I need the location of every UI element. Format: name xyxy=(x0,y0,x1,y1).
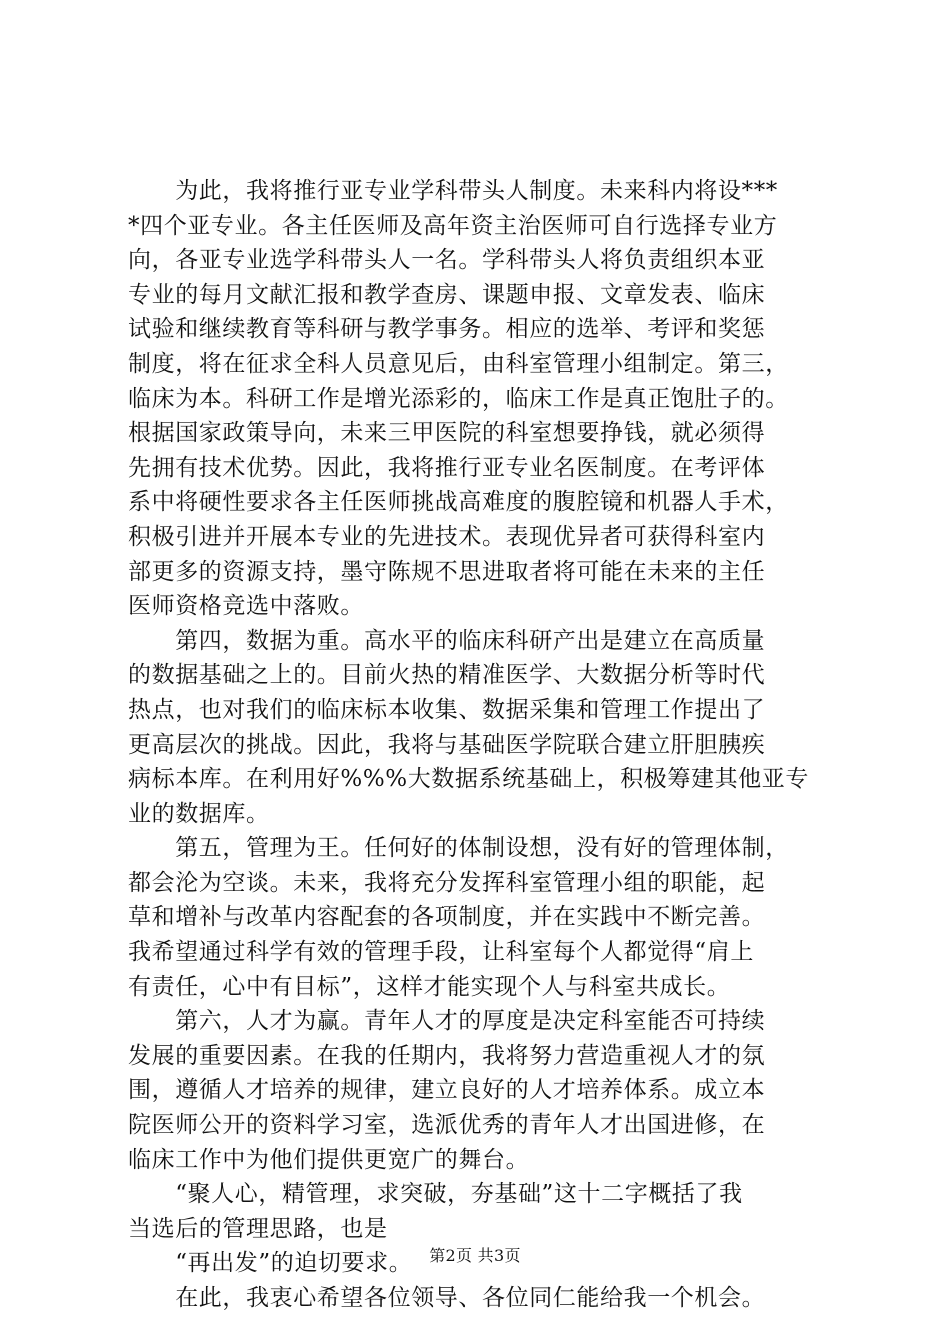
text-line: 积极引进并开展本专业的先进技术。表现优异者可获得科室内 xyxy=(128,523,766,550)
text-line: 草和增补与改革内容配套的各项制度，并在实践中不断完善。 xyxy=(128,904,766,931)
text-line: 临床为本。科研工作是增光添彩的，临床工作是真正饱肚子的。 xyxy=(128,385,789,412)
text-line: “聚人心，精管理，求突破，夯基础”这十二字概括了我 xyxy=(128,1181,743,1208)
text-line: 在此，我衷心希望各位领导、各位同仁能给我一个机会。 xyxy=(128,1285,766,1311)
text-line: 医师资格竞选中落败。 xyxy=(128,593,364,620)
text-line: 第四，数据为重。高水平的临床科研产出是建立在高质量 xyxy=(128,627,766,654)
text-line: 部更多的资源支持，墨守陈规不思进取者将可能在未来的主任 xyxy=(128,558,766,585)
text-line: 我希望通过科学有效的管理手段，让科室每个人都觉得“肩上 xyxy=(128,939,754,966)
text-line: 都会沦为空谈。未来，我将充分发挥科室管理小组的职能，起 xyxy=(128,869,766,896)
text-line: 根据国家政策导向，未来三甲医院的科室想要挣钱，就必须得 xyxy=(128,420,766,447)
text-line: 制度，将在征求全科人员意见后，由科室管理小组制定。第三， xyxy=(128,350,789,377)
text-line: 有责任，心中有目标”，这样才能实现个人与科室共成长。 xyxy=(128,973,731,1000)
text-line: 为此，我将推行亚专业学科带头人制度。未来科内将设*** xyxy=(128,178,778,204)
text-line: 病标本库。在利用好%%%大数据系统基础上，积极筹建其他亚专 xyxy=(128,766,809,793)
body-text xyxy=(128,174,848,1316)
text-line: 发展的重要因素。在我的任期内，我将努力营造重视人才的氛 xyxy=(128,1042,766,1069)
text-line: 第六，人才为赢。青年人才的厚度是决定科室能否可持续 xyxy=(128,1008,766,1035)
text-line: 临床工作中为他们提供更宽广的舞台。 xyxy=(128,1146,530,1173)
text-line: 向，各亚专业选学科带头人一名。学科带头人将负责组织本亚 xyxy=(128,247,766,274)
text-line: 更高层次的挑战。因此，我将与基础医学院联合建立肝胆胰疾 xyxy=(128,731,766,758)
text-line: 系中将硬性要求各主任医师挑战高难度的腹腔镜和机器人手术， xyxy=(128,489,789,516)
text-line: 第五，管理为王。任何好的体制设想，没有好的管理体制， xyxy=(128,835,789,862)
text-line: 先拥有技术优势。因此，我将推行亚专业名医制度。在考评体 xyxy=(128,454,766,481)
text-line: 专业的每月文献汇报和教学查房、课题申报、文章发表、临床 xyxy=(128,281,766,308)
text-line: *四个亚专业。各主任医师及高年资主治医师可自行选择专业方 xyxy=(128,212,778,239)
text-line: 试验和继续教育等科研与教学事务。相应的选举、考评和奖惩 xyxy=(128,316,766,343)
page-number-footer: 第2页 共3页 xyxy=(429,1246,521,1265)
text-line: 热点，也对我们的临床标本收集、数据采集和管理工作提出了 xyxy=(128,696,766,723)
text-line: 业的数据库。 xyxy=(128,800,270,827)
text-line: 围，遵循人才培养的规律，建立良好的人才培养体系。成立本 xyxy=(128,1077,766,1104)
text-line: 的数据基础之上的。目前火热的精准医学、大数据分析等时代 xyxy=(128,662,766,689)
text-line: 当选后的管理思路，也是 xyxy=(128,1215,388,1242)
text-line: 院医师公开的资料学习室，选派优秀的青年人才出国进修，在 xyxy=(128,1112,766,1139)
text-line: “再出发”的迫切要求。 xyxy=(128,1250,413,1277)
